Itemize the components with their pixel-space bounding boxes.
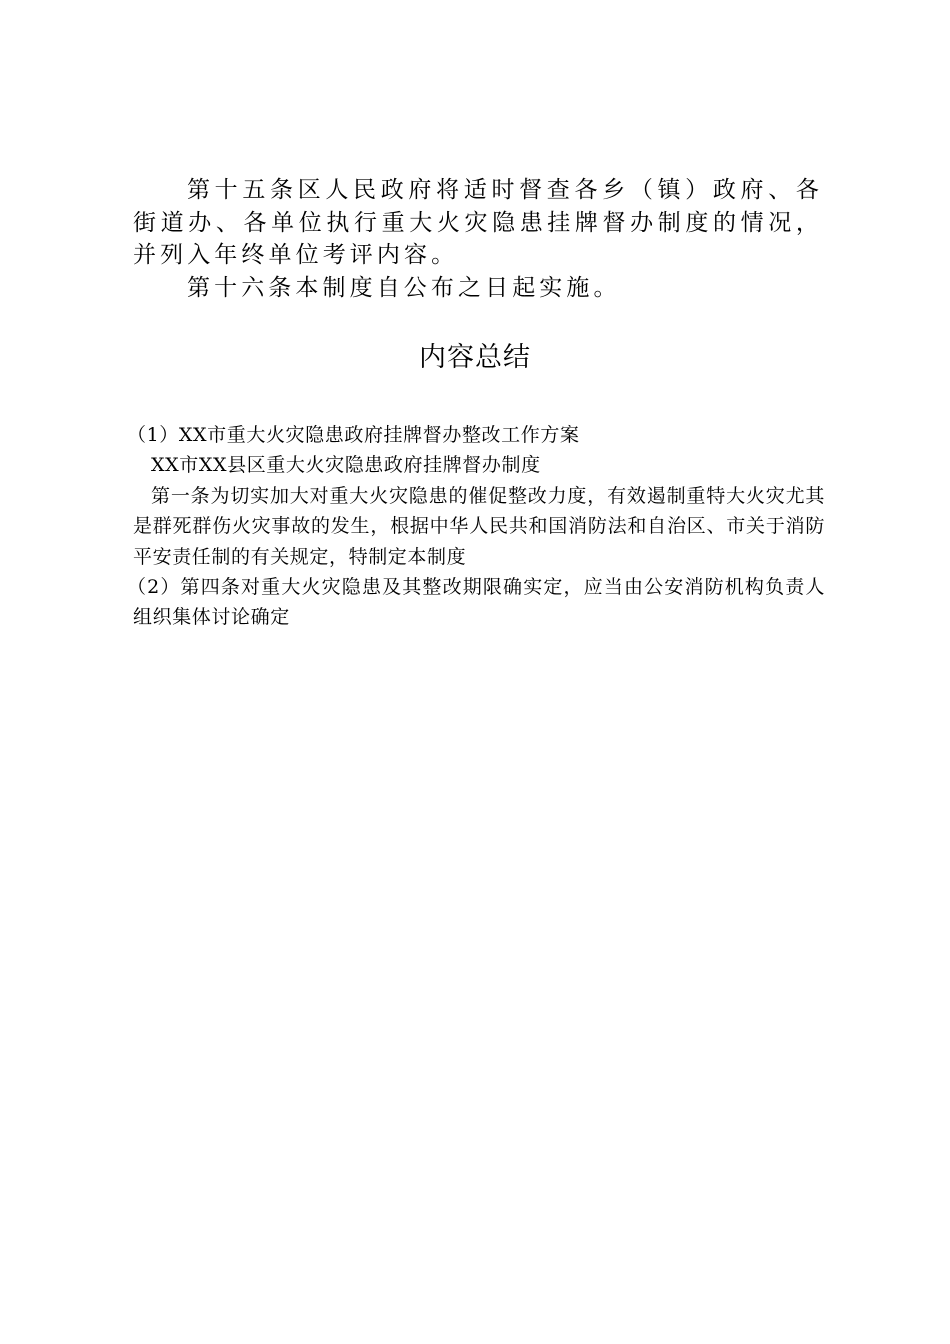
summary-heading: 内容总结	[419, 342, 531, 373]
summary-line-3: 第一条为切实加大对重大火灾隐患的催促整改力度，有效遏制重特大火灾尤其是群死群伤火灾事故的发生，根据中华人民共和国消防法和自治区、市关于消防平安责任制的有关规定，特制定本制度	[133, 484, 825, 568]
summary-item-1: （1）XX市重大火灾隐患政府挂牌督办整改工作方案	[127, 424, 580, 446]
regulation-articles	[133, 174, 823, 304]
article-16-paragraph: 第十六条本制度自公布之日起实施。	[187, 274, 621, 301]
article-15-paragraph: 第十五条区人民政府将适时督查各乡（镇）政府、各街道办、各单位执行重大火灾隐患挂牌督办制度的情况，并列入年终单位考评内容。	[133, 177, 823, 268]
summary-line-2: XX市XX县区重大火灾隐患政府挂牌督办制度	[151, 454, 541, 477]
summary-content	[127, 420, 825, 633]
summary-item-2: （2）第四条对重大火灾隐患及其整改期限确实定，应当由公安消防机构负责人组织集体讨论确定	[127, 576, 825, 629]
